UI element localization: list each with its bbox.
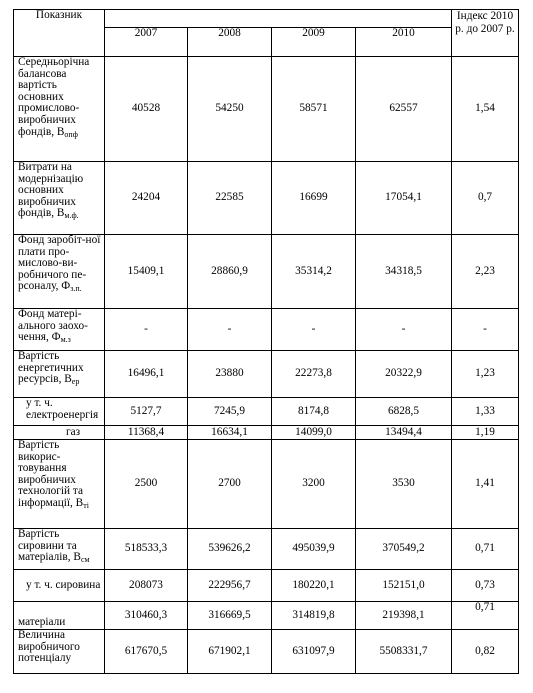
- table-row: [14, 570, 519, 602]
- cell-2009: 3200: [272, 440, 356, 529]
- cell-2008: -: [188, 309, 272, 351]
- cell-2010: 370549,2: [356, 529, 452, 570]
- row-label: Середньорічна балансова вартість основних промислово-виробничих фондів, $В_{опф}$: [14, 57, 105, 162]
- cell-2010: -: [356, 309, 452, 351]
- table-row: [14, 602, 519, 630]
- table-row: [14, 309, 519, 351]
- cell-index: 1,23: [452, 351, 519, 398]
- cell-index: 1,41: [452, 440, 519, 529]
- header-year: 2007: [105, 28, 188, 57]
- header-year: 2009: [272, 28, 356, 57]
- cell-2009: 14099,0: [272, 426, 356, 440]
- row-label: Величина виробничого потенціалу: [14, 630, 105, 674]
- cell-2008: 7245,9: [188, 398, 272, 426]
- indicators-table: [13, 9, 519, 674]
- table-row: [14, 529, 519, 570]
- cell-2009: 22273,8: [272, 351, 356, 398]
- cell-2007: 2500: [105, 440, 188, 529]
- cell-2007: 40528: [105, 57, 188, 162]
- cell-2010: 6828,5: [356, 398, 452, 426]
- row-label: у т. ч. сировина: [14, 570, 105, 602]
- cell-2008: 23880: [188, 351, 272, 398]
- cell-2007: -: [105, 309, 188, 351]
- table-row: [14, 235, 519, 309]
- cell-2007: 24204: [105, 162, 188, 235]
- cell-2010: 5508331,7: [356, 630, 452, 674]
- row-label: Вартість сировини та матеріалів, $В_{см}$: [14, 529, 105, 570]
- cell-index: 1,19: [452, 426, 519, 440]
- table-row: [14, 57, 519, 162]
- table-row: [14, 351, 519, 398]
- cell-2010: 17054,1: [356, 162, 452, 235]
- cell-index: 0,71: [452, 529, 519, 570]
- cell-2007: 16496,1: [105, 351, 188, 398]
- row-label: Вартість викорис-товування виробничих технологій та інформації, $В_{ті}$: [14, 440, 105, 529]
- header-index: Індекс 2010 р. до 2007 р.: [452, 10, 519, 57]
- row-label: у т. ч. електроенергія: [14, 398, 105, 426]
- cell-index: 1,33: [452, 398, 519, 426]
- row-label: Вартість енергетичних ресурсів, $В_{ер}$: [14, 351, 105, 398]
- table-row: [14, 630, 519, 674]
- cell-2009: 631097,9: [272, 630, 356, 674]
- cell-2007: 208073: [105, 570, 188, 602]
- cell-2010: 219398,1: [356, 602, 452, 630]
- cell-2008: 539626,2: [188, 529, 272, 570]
- cell-2008: 16634,1: [188, 426, 272, 440]
- cell-2007: 15409,1: [105, 235, 188, 309]
- cell-2010: 34318,5: [356, 235, 452, 309]
- cell-2009: -: [272, 309, 356, 351]
- cell-2010: 20322,9: [356, 351, 452, 398]
- cell-2009: 58571: [272, 57, 356, 162]
- cell-2009: 180220,1: [272, 570, 356, 602]
- row-label: матеріали: [14, 602, 105, 630]
- cell-index: 0,71: [452, 602, 519, 630]
- header-years-group: [105, 10, 452, 28]
- header-indicator: Показник: [14, 10, 105, 57]
- cell-2008: 2700: [188, 440, 272, 529]
- row-label: Фонд матері-ального заохо-чення, $Ф_{м.з}$: [14, 309, 105, 351]
- cell-2008: 671902,1: [188, 630, 272, 674]
- header-year: 2010: [356, 28, 452, 57]
- cell-2007: 310460,3: [105, 602, 188, 630]
- row-label: Витрати на модернізацію основних виробничих фондів, $В_{м.ф.}$: [14, 162, 105, 235]
- cell-index: 0,82: [452, 630, 519, 674]
- table-row: [14, 426, 519, 440]
- cell-2007: 11368,4: [105, 426, 188, 440]
- header-year: 2008: [188, 28, 272, 57]
- cell-2010: 152151,0: [356, 570, 452, 602]
- cell-2008: 222956,7: [188, 570, 272, 602]
- cell-2010: 62557: [356, 57, 452, 162]
- row-label: газ: [14, 426, 105, 440]
- table-row: [14, 162, 519, 235]
- cell-index: 2,23: [452, 235, 519, 309]
- cell-2009: 35314,2: [272, 235, 356, 309]
- cell-index: 0,7: [452, 162, 519, 235]
- cell-2009: 8174,8: [272, 398, 356, 426]
- cell-2010: 13494,4: [356, 426, 452, 440]
- cell-index: -: [452, 309, 519, 351]
- cell-2007: 5127,7: [105, 398, 188, 426]
- cell-2008: 22585: [188, 162, 272, 235]
- table-row: [14, 440, 519, 529]
- cell-2008: 54250: [188, 57, 272, 162]
- cell-index: 1,54: [452, 57, 519, 162]
- table-row: [14, 398, 519, 426]
- cell-2010: 3530: [356, 440, 452, 529]
- cell-2008: 28860,9: [188, 235, 272, 309]
- cell-index: 0,73: [452, 570, 519, 602]
- cell-2009: 495039,9: [272, 529, 356, 570]
- cell-2008: 316669,5: [188, 602, 272, 630]
- cell-2009: 314819,8: [272, 602, 356, 630]
- cell-2007: 617670,5: [105, 630, 188, 674]
- row-label: Фонд заробіт-ної плати про-мислово-ви-робничого пе-рсоналу, $Ф_{з.п.}$: [14, 235, 105, 309]
- cell-2009: 16699: [272, 162, 356, 235]
- cell-2007: 518533,3: [105, 529, 188, 570]
